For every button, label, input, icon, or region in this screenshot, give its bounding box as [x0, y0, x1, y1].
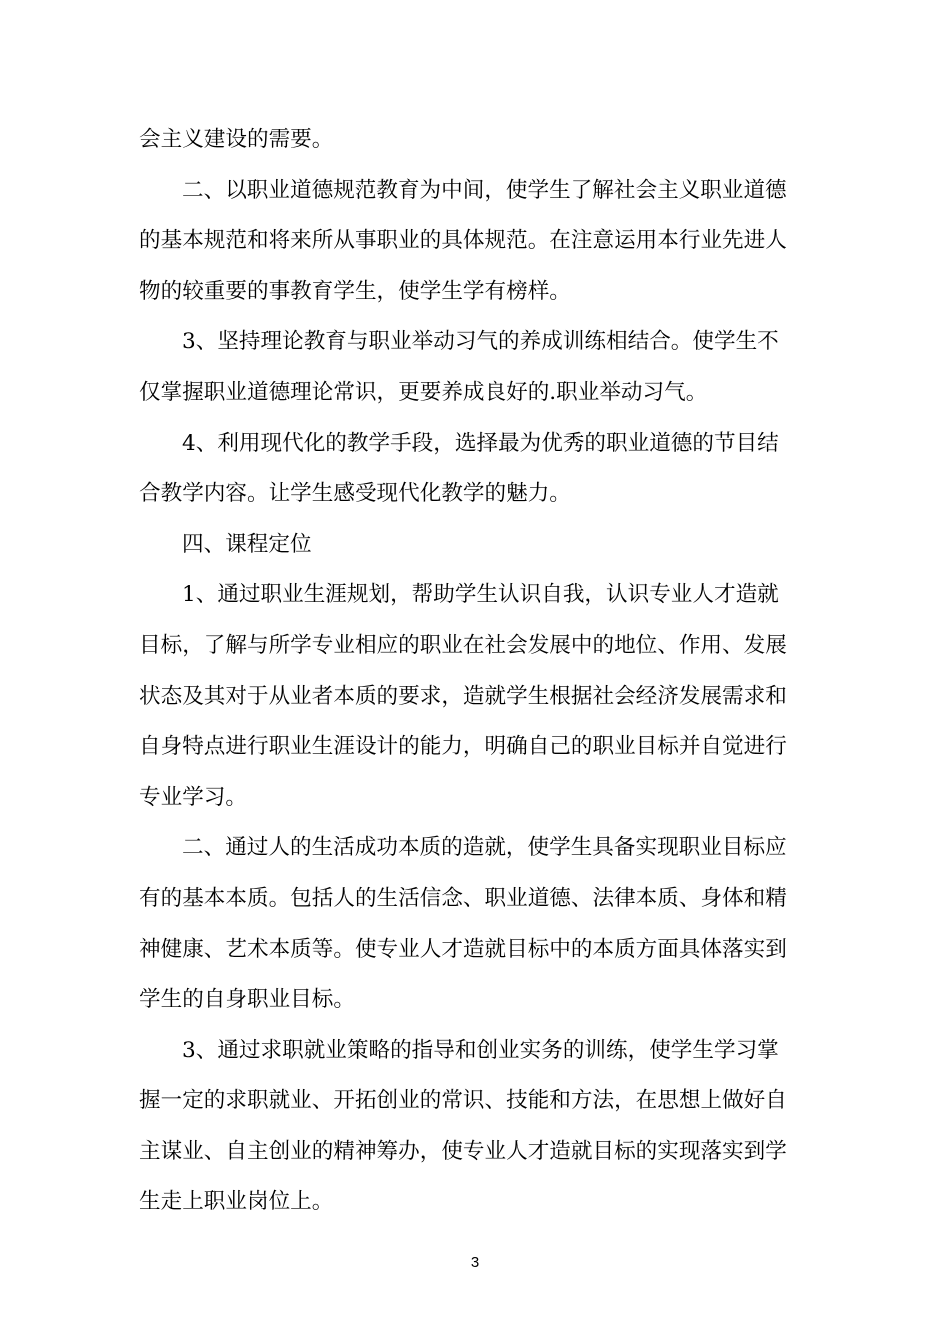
text-line: 物的较重要的事教育学生，使学生学有榜样。 [139, 278, 571, 304]
text-line: 4、利用现代化的教学手段，选择最为优秀的职业道德的节目结 [182, 430, 779, 456]
text-line: 有的基本本质。包括人的生活信念、职业道德、法律本质、身体和精 [139, 885, 787, 911]
text-line: 学生的自身职业目标。 [139, 987, 355, 1013]
text-line: 仅掌握职业道德理论常识，更要养成良好的.职业举动习气。 [139, 379, 708, 405]
text-line: 3、坚持理论教育与职业举动习气的养成训练相结合。使学生不 [182, 329, 779, 355]
text-line: 握一定的求职就业、开拓创业的常识、技能和方法，在思想上做好自 [139, 1088, 787, 1114]
text-line: 二、通过人的生活成功本质的造就，使学生具备实现职业目标应 [182, 835, 787, 861]
text-line: 生走上职业岗位上。 [139, 1189, 334, 1215]
text-line: 会主义建设的需要。 [139, 127, 334, 152]
page-number: 3 [470, 1254, 480, 1271]
body-text [139, 121, 819, 1234]
text-line: 合教学内容。让学生感受现代化教学的魅力。 [139, 481, 571, 507]
text-line: 专业学习。 [139, 784, 247, 810]
text-line: 主谋业、自主创业的精神筹办，使专业人才造就目标的实现落实到学 [139, 1138, 787, 1164]
text-line: 目标，了解与所学专业相应的职业在社会发展中的地位、作用、发展 [139, 632, 787, 658]
text-line: 状态及其对于从业者本质的要求，造就学生根据社会经济发展需求和 [139, 683, 787, 709]
text-line: 四、课程定位 [182, 531, 312, 557]
text-line: 3、通过求职就业策略的指导和创业实务的训练，使学生学习掌 [182, 1037, 779, 1063]
text-line: 自身特点进行职业生涯设计的能力，明确自己的职业目标并自觉进行 [139, 734, 787, 760]
text-line: 的基本规范和将来所从事职业的具体规范。在注意运用本行业先进人 [139, 228, 787, 254]
text-line: 神健康、艺术本质等。使专业人才造就目标中的本质方面具体落实到 [139, 936, 787, 962]
text-line: 1、通过职业生涯规划，帮助学生认识自我，认识专业人才造就 [182, 582, 779, 608]
text-line: 二、以职业道德规范教育为中间，使学生了解社会主义职业道德 [182, 177, 787, 203]
